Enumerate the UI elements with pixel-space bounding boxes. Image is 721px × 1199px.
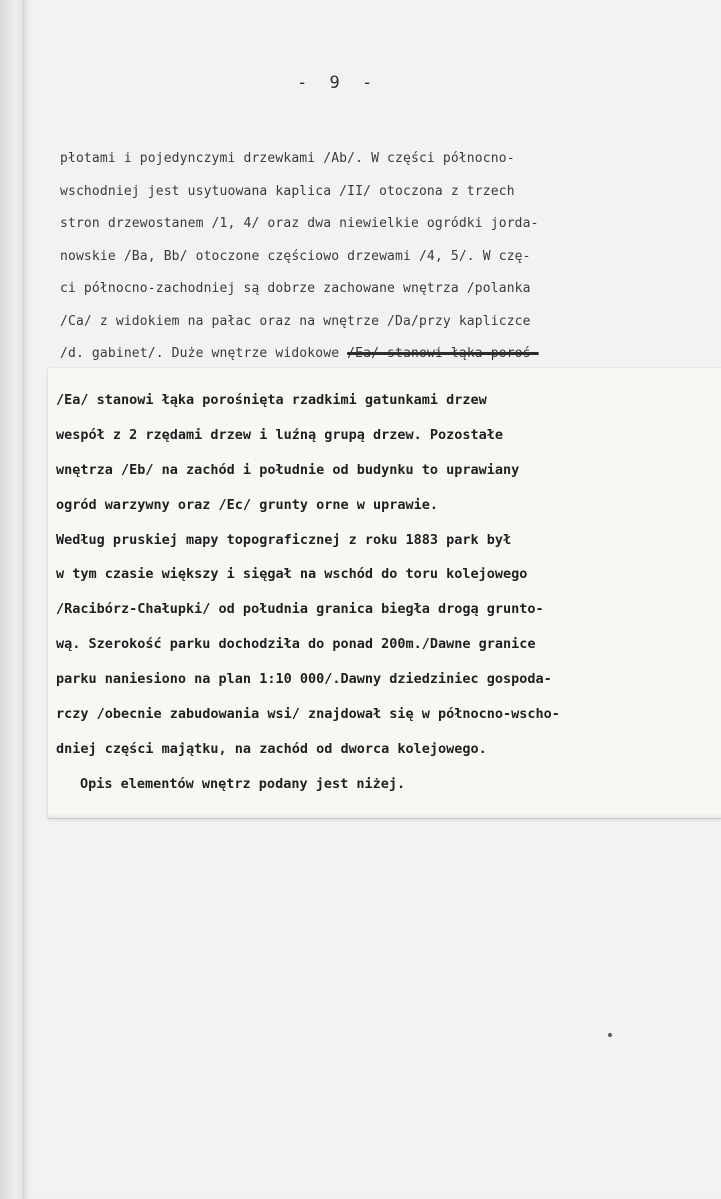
- text-line: nowskie /Ba, Bb/ otoczone częściowo drzewami /4, 5/. W czę-: [60, 248, 531, 264]
- slip-line: /Racibórz-Chałupki/ od południa granica biegła drogą grunto-: [56, 601, 544, 618]
- slip-line: Według pruskiej mapy topograficznej z roku 1883 park był: [56, 531, 512, 548]
- text-line: płotami i pojedynczymi drzewkami /Ab/. W części północno-: [60, 151, 515, 166]
- text-line: ci północno-zachodniej są dobrze zachowane wnętrza /polanka: [60, 281, 531, 296]
- text-line: wschodniej jest usytuowana kaplica /II/ otoczona z trzech: [60, 183, 515, 199]
- slip-line: rczy /obecnie zabudowania wsi/ znajdował się w północno-wscho-: [56, 706, 560, 723]
- text-line: [60, 338, 700, 371]
- slip-line: dniej części majątku, na zachód od dworca kolejowego.: [56, 740, 487, 757]
- page-number: - 9 -: [297, 73, 379, 93]
- slip-line: /Ea/ stanowi łąka porośnięta rzadkimi gatunkami drzew: [56, 392, 487, 408]
- slip-line: parku naniesiono na plan 1:10 000/.Dawny dziedziniec gospoda-: [56, 671, 552, 688]
- text-line-start: /d. gabinet/. Duże wnętrze widokowe: [60, 346, 348, 361]
- text-line: /Ca/ z widokiem na pałac oraz na wnętrze /Da/przy kapliczce: [60, 313, 531, 329]
- slip-line: w tym czasie większy i sięgał na wschód do toru kolejowego: [56, 566, 528, 583]
- slip-line: wespół z 2 rzędami drzew i luźną grupą drzew. Pozostałe: [56, 426, 504, 443]
- struck-through-text: /Ea/ stanowi łąka poroś-: [347, 346, 539, 361]
- slip-line: wnętrza /Eb/ na zachód i południe od budynku to uprawiany: [56, 461, 520, 478]
- slip-paragraph: [56, 383, 721, 802]
- pasted-correction-slip: [48, 368, 721, 818]
- slip-line: ogród warzywny oraz /Ec/ grunty orne w uprawie.: [56, 496, 439, 513]
- slip-line: Opis elementów wnętrz podany jest niżej.: [80, 775, 406, 792]
- paper-speck: [608, 1033, 612, 1037]
- text-line: stron drzewostanem /1, 4/ oraz dwa niewielkie ogródki jorda-: [60, 216, 539, 231]
- slip-line: wą. Szerokość parku dochodziła do ponad 200m./Dawne granice: [56, 636, 536, 653]
- typed-paragraph: [60, 143, 700, 371]
- page-fold-edge: [0, 0, 22, 1199]
